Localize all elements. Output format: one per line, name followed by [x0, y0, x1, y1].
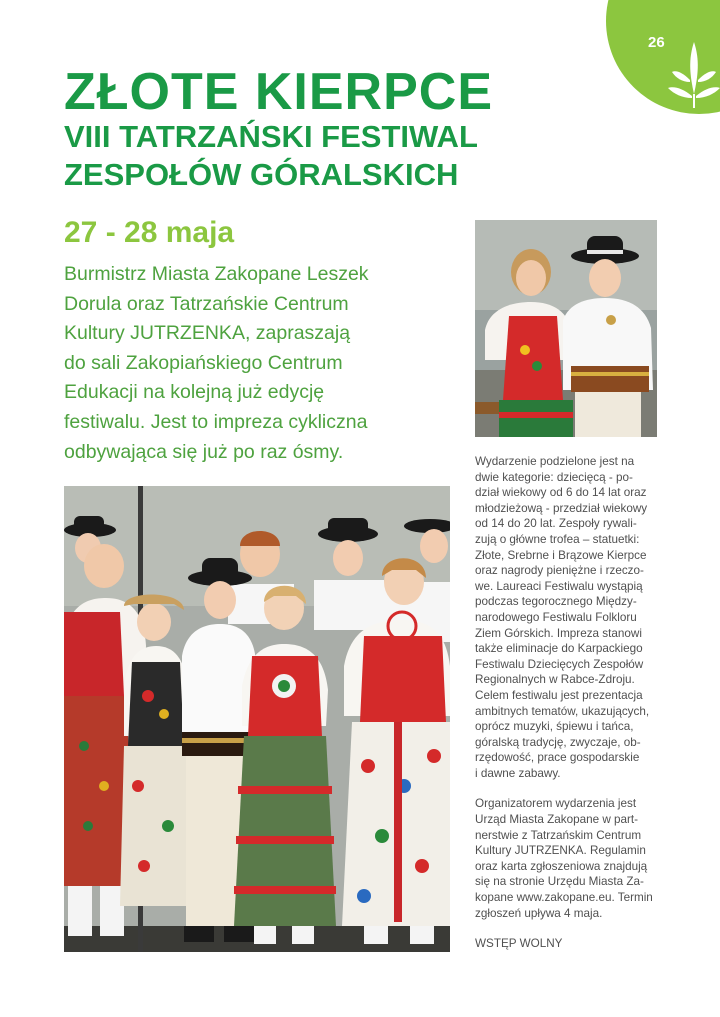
page-subtitle	[64, 118, 478, 194]
body-line: dział wiekowy od 6 do 14 lat oraz	[475, 486, 647, 500]
body-line: i dawne zabawy.	[475, 766, 561, 780]
body-line: Kultury JUTRZENKA. Regulamin	[475, 844, 646, 858]
body-line: od 14 do 20 lat. Zespoły rywali-	[475, 517, 637, 531]
lead-line: odbywająca się już po raz ósmy.	[64, 440, 344, 463]
body-line: we. Laureaci Festiwalu wystąpią	[475, 579, 643, 593]
body-line: Wydarzenie podzielone jest na	[475, 455, 635, 468]
body-line: nerstwie z Tatrzańskim Centrum	[475, 828, 642, 842]
body-line: Organizatorem wydarzenia jest	[475, 797, 637, 811]
body-line: młodzieżową - przedział wiekowy	[475, 501, 648, 515]
body-line: Urząd Miasta Zakopane w part-	[475, 813, 639, 827]
page-number: 26	[648, 34, 665, 51]
body-line: Festiwalu Dziecięcych Zespołów	[475, 657, 644, 671]
article-body	[475, 454, 661, 952]
lead-line: Burmistrz Miasta Zakopane Leszek	[64, 263, 369, 285]
body-line: dwie kategorie: dziecięcą - po-	[475, 470, 633, 484]
body-line: góralską tradycję, zwyczaje, ob-	[475, 735, 641, 749]
lead-line: Kultury JUTRZENKA, zapraszają	[64, 322, 351, 345]
body-line: rzędowość, prace gospodarskie	[475, 751, 640, 765]
body-line: Ziem Górskich. Impreza stanowi	[475, 626, 642, 640]
body-line: oraz nagrody pieniężne i rzeczo-	[475, 564, 644, 578]
body-line: się na stronie Urzędu Miasta Za-	[475, 875, 644, 889]
subtitle-line: ZESPOŁÓW GÓRALSKICH	[64, 157, 459, 192]
body-line: ambitnych tematów, ukazujących,	[475, 704, 650, 718]
admission-note: WSTĘP WOLNY	[475, 937, 563, 951]
subtitle-line: VIII TATRZAŃSKI FESTIWAL	[64, 119, 478, 154]
body-line: Celem festiwalu jest prezentacja	[475, 688, 643, 702]
leaf-icon	[668, 36, 720, 110]
body-line: zują o główne trofea – statuetki:	[475, 532, 640, 546]
body-line: oraz karta zgłoszeniowa znajdują	[475, 859, 648, 873]
photo-folk-ensemble	[64, 486, 450, 952]
page-title: ZŁOTE KIERPCE	[64, 63, 494, 121]
lead-paragraph	[64, 260, 444, 467]
body-line: podczas tegorocznego Między-	[475, 595, 637, 609]
lead-line: Edukacji na kolejną już edycję	[64, 381, 325, 404]
body-line: zgłoszeń upływa 4 maja.	[475, 906, 603, 920]
lead-line: festiwalu. Jest to impreza cykliczna	[64, 410, 368, 433]
photo-children-pair	[475, 220, 657, 437]
body-line: kopane www.zakopane.eu. Termin	[475, 891, 653, 905]
body-line: Regionalnych w Rabce-Zdroju.	[475, 673, 635, 687]
body-line: także eliminacje do Karpackiego	[475, 642, 643, 656]
body-line: narodowego Festiwalu Folkloru	[475, 610, 637, 624]
body-line: oprócz muzyki, śpiewu i tańca,	[475, 720, 634, 734]
lead-line: do sali Zakopiańskiego Centrum	[64, 351, 343, 374]
lead-line: Dorula oraz Tatrzańskie Centrum	[64, 292, 349, 315]
body-line: Złote, Srebrne i Brązowe Kierpce	[475, 548, 647, 562]
event-date: 27 - 28 maja	[64, 216, 235, 249]
